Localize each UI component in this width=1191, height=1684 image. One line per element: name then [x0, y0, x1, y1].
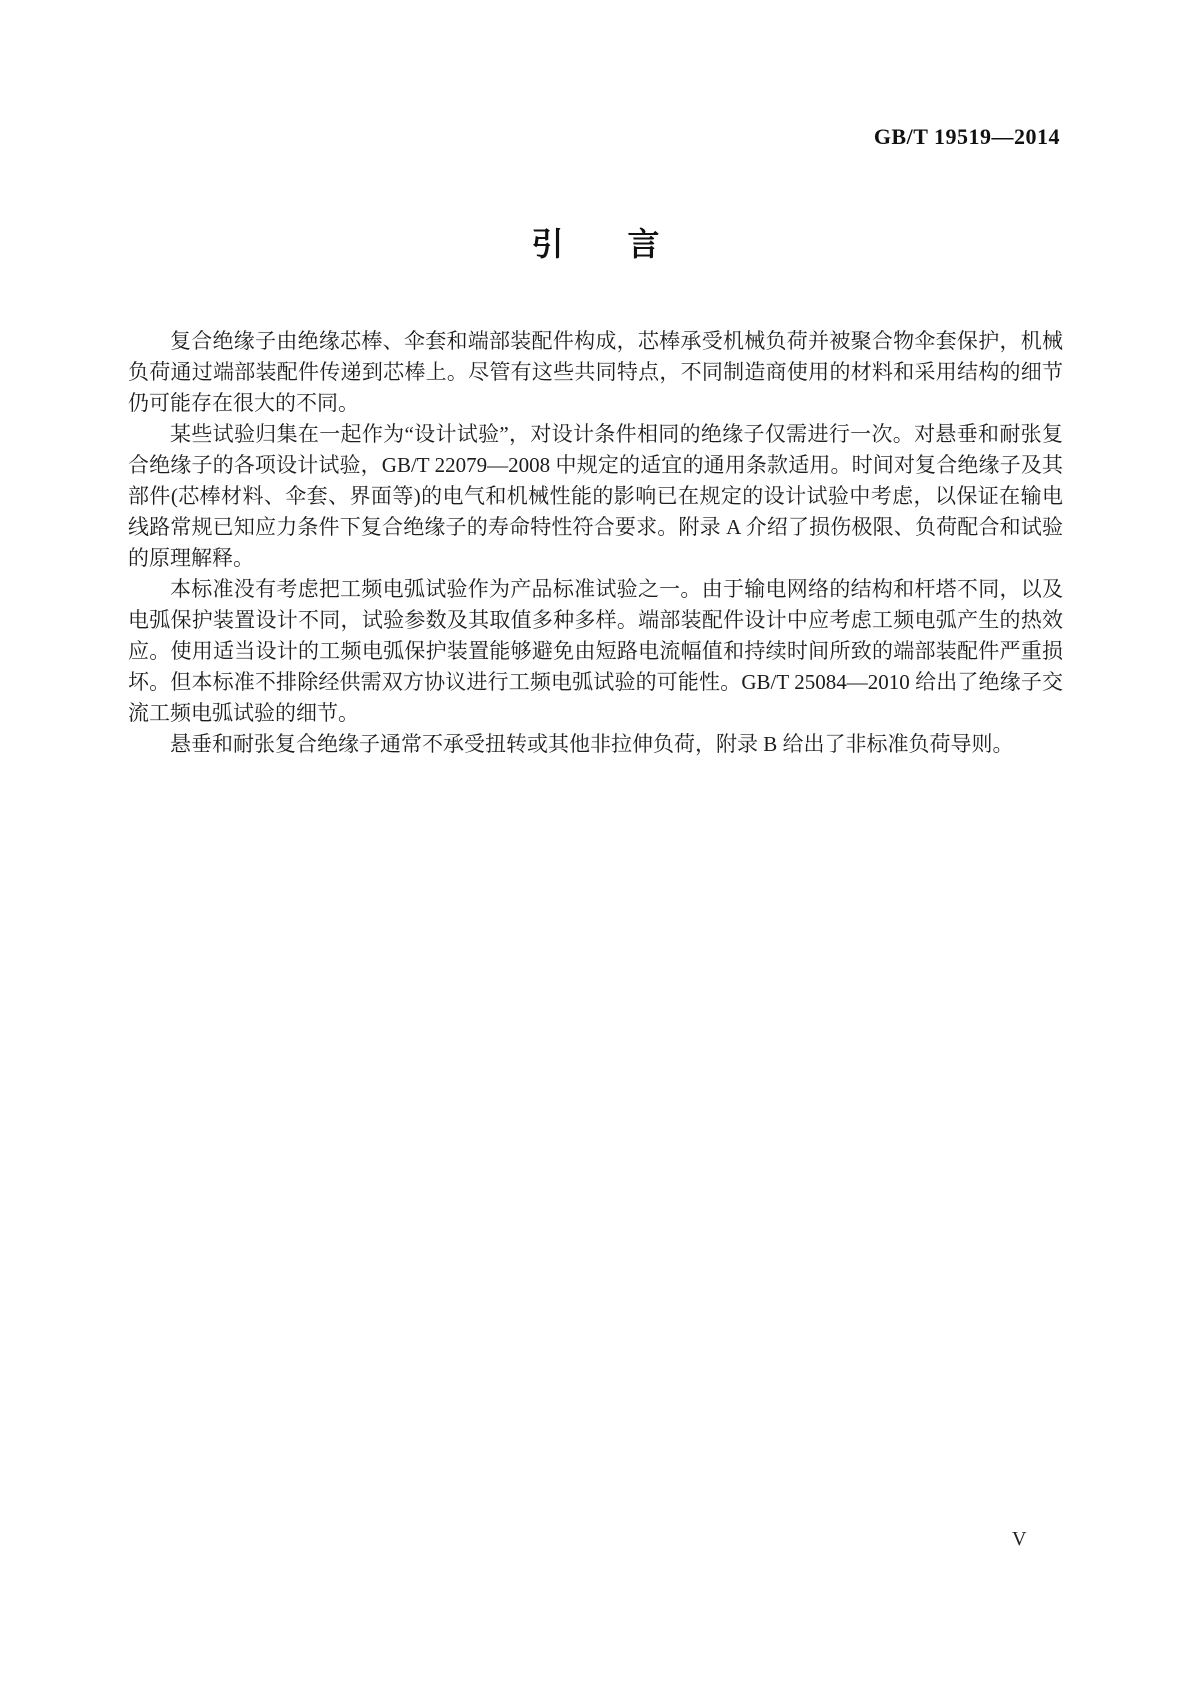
standard-number: GB/T 19519—2014	[873, 124, 1060, 149]
document-title: 引 言	[531, 226, 660, 262]
page-number: V	[1012, 1528, 1027, 1550]
paragraph-1: 复合绝缘子由绝缘芯棒、伞套和端部装配件构成，芯棒承受机械负荷并被聚合物伞套保护，机械负荷通过端部装配件传递到芯棒上。尽管有这些共同特点，不同制造商使用的材料和采用结构的细节仍可能存在很大的不同。	[128, 329, 1063, 415]
paragraph-3: 本标准没有考虑把工频电弧试验作为产品标准试验之一。由于输电网络的结构和杆塔不同，以及电弧保护装置设计不同，试验参数及其取值多种多样。端部装配件设计中应考虑工频电弧产生的热效应。使用适当设计的工频电弧保护装置能够避免由短路电流幅值和持续时间所致的端部装配件严重损坏。但本标准不排除经供需双方协议进行工频电弧试验的可能性。GB/T 25084—2010 给出了绝缘子交流工频电弧试验的细节。	[128, 577, 1063, 725]
paragraph-2: 某些试验归集在一起作为“设计试验”，对设计条件相同的绝缘子仅需进行一次。对悬垂和耐张复合绝缘子的各项设计试验，GB/T 22079—2008 中规定的适宜的通用条款适用。时间对复合绝缘子及其部件(芯棒材料、伞套、界面等)的电气和机械性能的影响已在规定的设计试验中考虑，以保证在输电线路常规已知应力条件下复合绝缘子的寿命特性符合要求。附录 A 介绍了损伤极限、负荷配合和试验的原理解释。	[128, 422, 1063, 570]
introduction-body	[128, 326, 1063, 760]
paragraph-4: 悬垂和耐张复合绝缘子通常不承受扭转或其他非拉伸负荷，附录 B 给出了非标准负荷导则。	[170, 732, 1014, 756]
